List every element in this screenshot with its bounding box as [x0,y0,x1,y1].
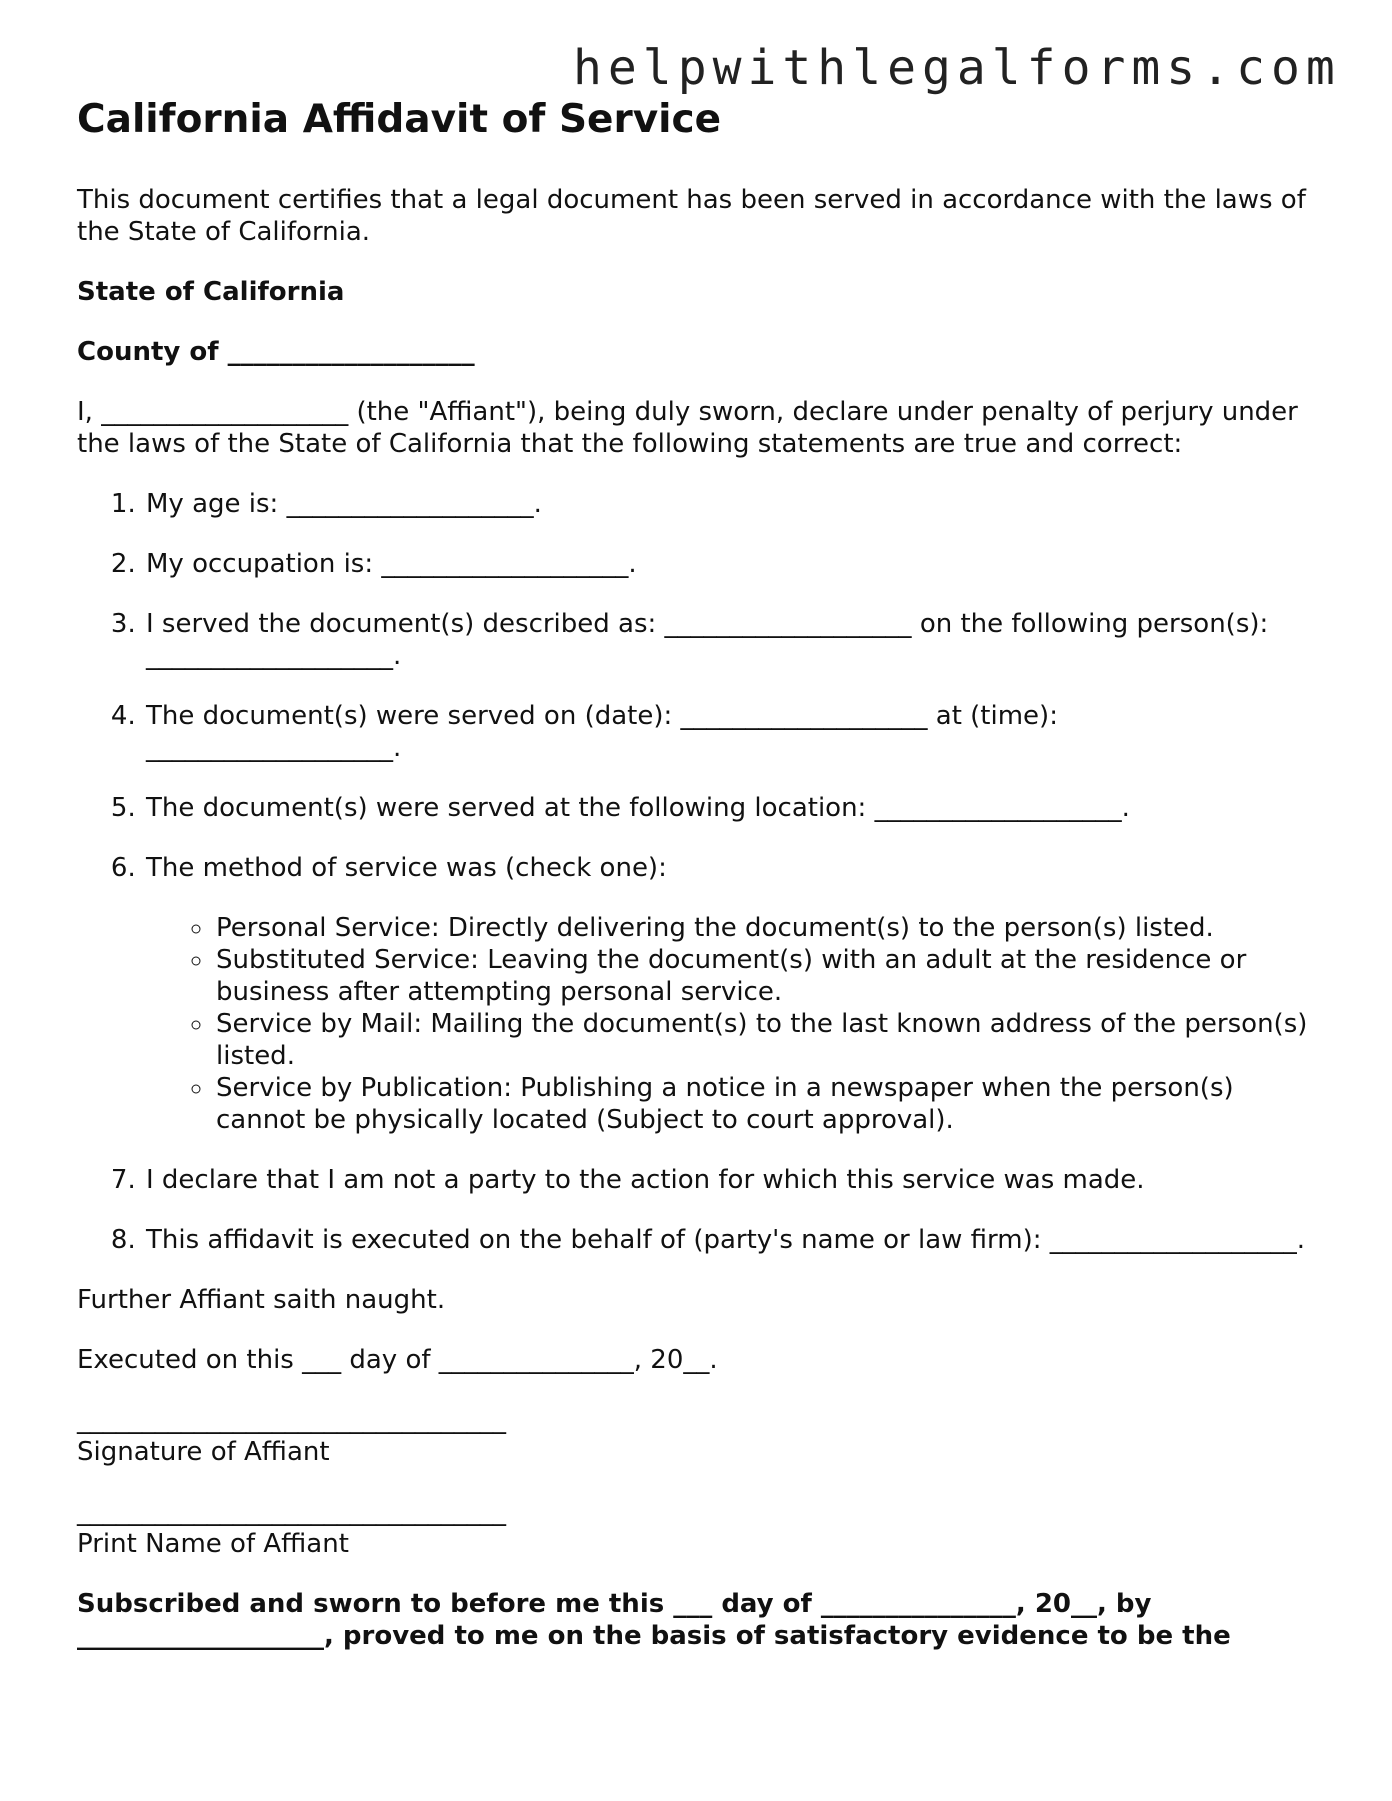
item-age: 1. My age is: ___________________. [144,488,1317,520]
statement-list [77,488,1317,1256]
county-line: County of ___________________ [77,337,475,367]
item-occupation: 2. My occupation is: ___________________. [144,548,1317,580]
page-title: California Affidavit of Service [77,97,722,142]
executed-line: Executed on this ___ day of _______________, 20__. [77,1345,718,1375]
method-personal-service: ◦ Personal Service: Directly delivering the document(s) to the person(s) listed. [214,912,1317,944]
method-options [146,912,1317,1136]
signature-line: _________________________________ [77,1405,506,1435]
notary-statement: Subscribed and sworn to before me this ___ day of _______________, 20__, by ___________________, proved to me on the basis of satisfactory evidence to be the [77,1589,1231,1651]
item-executed-on-behalf: 8. This affidavit is executed on the behalf of (party's name or law firm): ___________________. [144,1224,1317,1256]
method-substituted-service: ◦ Substituted Service: Leaving the document(s) with an adult at the residence or business after attempting personal service. [214,944,1317,1008]
item-location: 5. The document(s) were served at the following location: ___________________. [144,792,1317,824]
affidavit-document [77,92,1317,1680]
further-statement: Further Affiant saith naught. [77,1285,446,1315]
print-name-line: _________________________________ [77,1497,506,1527]
item-not-party: 7. I declare that I am not a party to the action for which this service was made. [144,1164,1317,1196]
watermark: helpwithlegalforms.com [573,40,1341,96]
signature-block [77,1404,1317,1468]
print-name-block [77,1496,1317,1560]
method-service-by-mail: ◦ Service by Mail: Mailing the document(s) to the last known address of the person(s) listed. [214,1008,1317,1072]
print-name-label: Print Name of Affiant [77,1529,349,1559]
affiant-statement: I, ___________________ (the "Affiant"), being duly sworn, declare under penalty of perjury under the laws of the State of California that the following statements are true and correct: [77,397,1298,459]
signature-label: Signature of Affiant [77,1437,330,1467]
state-heading: State of California [77,277,345,307]
item-documents-served: 3. I served the document(s) described as: ___________________ on the following person(s): ___________________. [144,608,1317,672]
method-service-by-publication: ◦ Service by Publication: Publishing a notice in a newspaper when the person(s) cannot be physically located (Subject to court approval). [214,1072,1317,1136]
item-date-time: 4. The document(s) were served on (date): ___________________ at (time): ___________________. [144,700,1317,764]
item-method: 6. The method of service was (check one): ◦ Personal Service: Directly delivering the document(s) to the person(s) listed. ◦ Substituted Service: Leaving the document(s) with an adult at the residence or business after attempting personal service. ◦ Service by Mail: Mailing the document(s) to the last known address of the person(s) listed. ◦ Service by Publication: Publishing a notice in a newspaper when the person(s) cannot be physically located (Subject to court approval). [144,852,1317,1136]
intro-paragraph: This document certifies that a legal document has been served in accordance with the laws of the State of California. [77,185,1306,247]
